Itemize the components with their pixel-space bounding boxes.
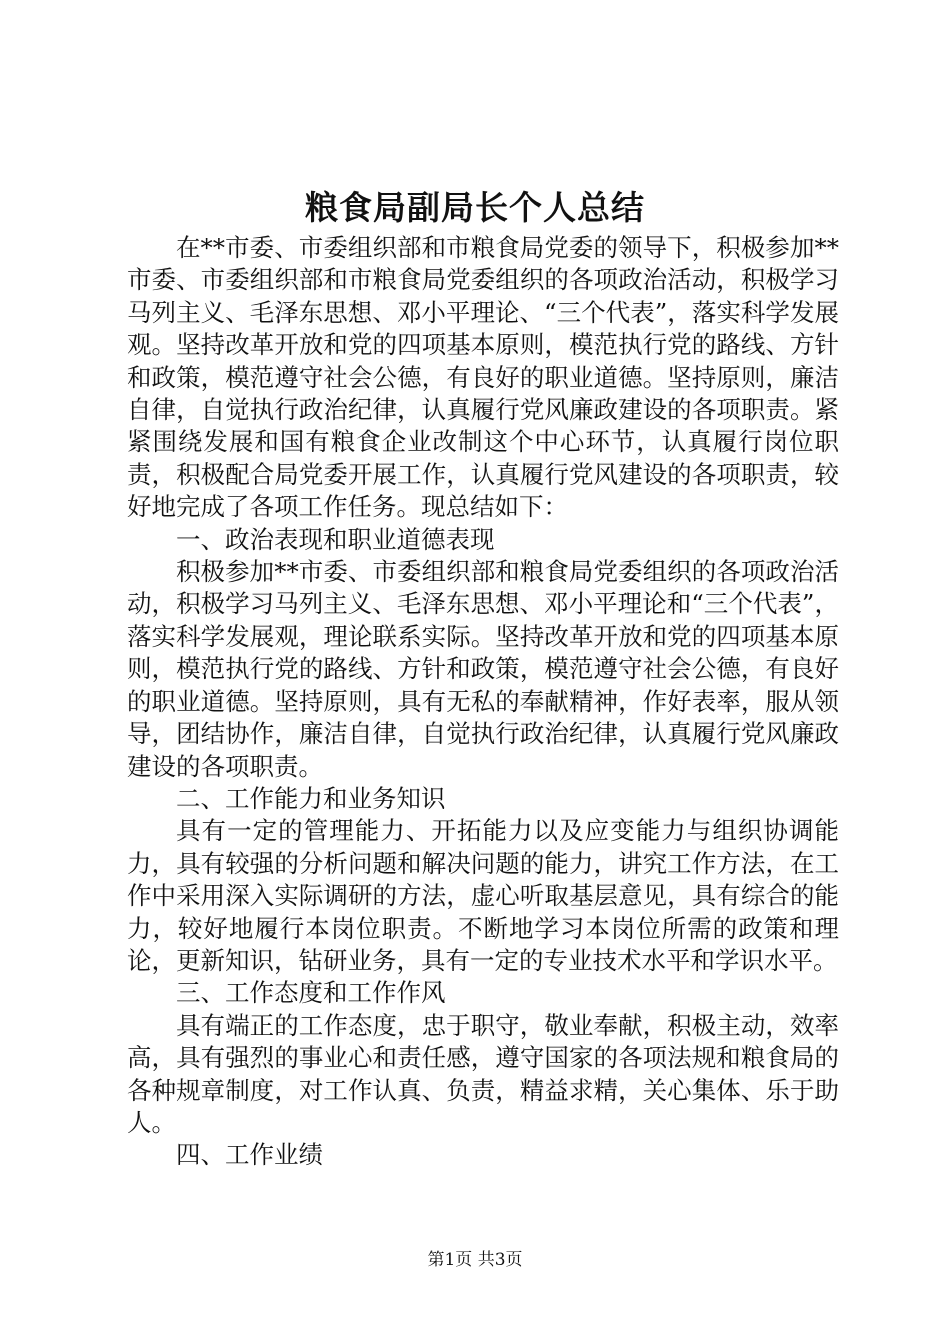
document-title: 粮食局副局长个人总结	[305, 188, 645, 227]
section-heading-ability: 二、工作能力和业务知识	[176, 783, 446, 813]
document-body	[127, 232, 839, 1172]
section-text-political: 积极参加**市委、市委组织部和粮食局党委组织的各项政治活动，积极学习马列主义、毛泽东思想、邓小平理论和“三个代表”，落实科学发展观，理论联系实际。坚持改革开放和党的四项基本原则，模范执行党的路线、方针和政策，模范遵守社会公德，有良好的职业道德。坚持原则，具有无私的奉献精神，作好表率，服从领导，团结协作，廉洁自律，自觉执行政治纪律，认真履行党风廉政建设的各项职责。	[127, 557, 839, 781]
section-text-ability: 具有一定的管理能力、开拓能力以及应变能力与组织协调能力，具有较强的分析问题和解决问题的能力，讲究工作方法，在工作中采用深入实际调研的方法，虚心听取基层意见，具有综合的能力，较好地履行本岗位职责。不断地学习本岗位所需的政策和理论，更新知识，钻研业务，具有一定的专业技术水平和学识水平。	[127, 816, 839, 975]
page-number: 第1页 共3页	[427, 1250, 523, 1270]
intro-paragraph: 在**市委、市委组织部和市粮食局党委的领导下，积极参加**市委、市委组织部和市粮食局党委组织的各项政治活动，积极学习马列主义、毛泽东思想、邓小平理论、“三个代表”，落实科学发展观。坚持改革开放和党的四项基本原则，模范执行党的路线、方针和政策，模范遵守社会公德，有良好的职业道德。坚持原则，廉洁自律，自觉执行政治纪律，认真履行党风廉政建设的各项职责。紧紧围绕发展和国有粮食企业改制这个中心环节，认真履行岗位职责，积极配合局党委开展工作，认真履行党风建设的各项职责，较好地完成了各项工作任务。现总结如下：	[127, 233, 839, 522]
section-text-attitude: 具有端正的工作态度，忠于职守，敬业奉献，积极主动，效率高，具有强烈的事业心和责任感，遵守国家的各项法规和粮食局的各种规章制度，对工作认真、负责，精益求精，关心集体、乐于助人。	[127, 1010, 839, 1137]
section-heading-political: 一、政治表现和职业道德表现	[176, 524, 495, 554]
section-heading-performance: 四、工作业绩	[176, 1140, 323, 1170]
section-heading-attitude: 三、工作态度和工作作风	[176, 978, 446, 1008]
